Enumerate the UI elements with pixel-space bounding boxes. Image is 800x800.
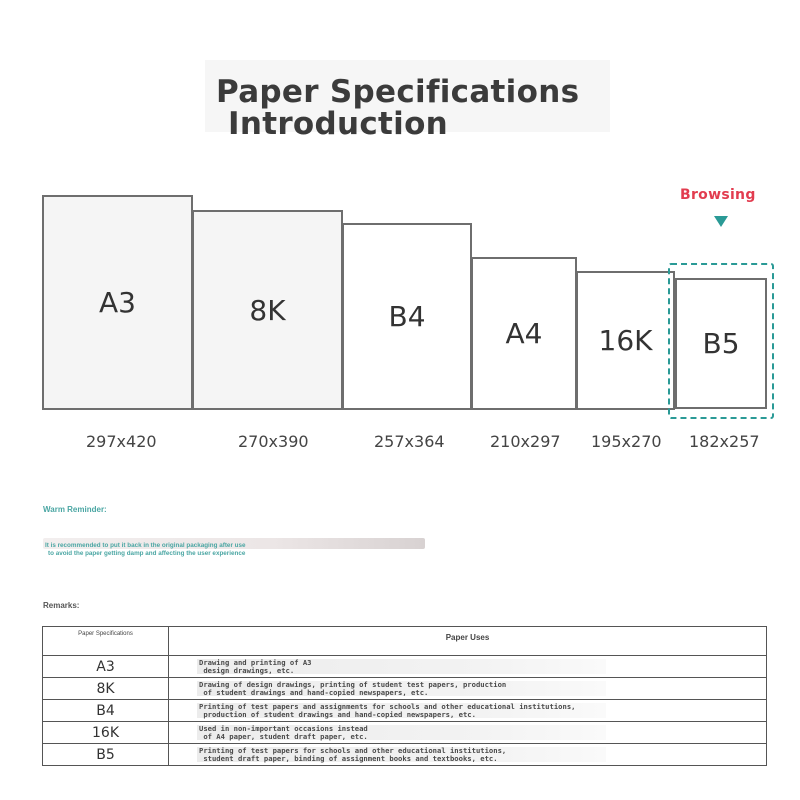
arrow-down-icon <box>714 216 728 227</box>
row-use-text: Drawing and printing of A3 design drawings, etc. <box>199 657 312 675</box>
sheet-label-b5: B5 <box>702 327 740 360</box>
selected-highlight-box <box>668 263 774 419</box>
header-paper-uses: Paper Uses <box>169 627 767 656</box>
reminder-title: Warm Reminder: <box>43 505 107 514</box>
dims-16k: 195x270 <box>591 432 662 451</box>
remarks-table <box>42 626 767 766</box>
sheet-16k <box>576 271 675 410</box>
sheet-label-8k: 8K <box>249 293 286 327</box>
remarks-title: Remarks: <box>43 601 80 610</box>
table-row <box>43 700 767 722</box>
table-row <box>43 656 767 678</box>
sheet-b4 <box>342 223 472 410</box>
page-title-line1: Paper Specifications <box>216 74 580 110</box>
dims-a4: 210x297 <box>490 432 561 451</box>
sheet-label-a4: A4 <box>505 317 543 350</box>
sheet-label-16k: 16K <box>598 324 653 357</box>
dims-b5: 182x257 <box>689 432 760 451</box>
header-paper-spec: Paper Specifications <box>43 627 169 656</box>
dims-b4: 257x364 <box>374 432 445 451</box>
row-use <box>169 722 767 744</box>
row-use <box>169 700 767 722</box>
dims-a3: 297x420 <box>86 432 157 451</box>
page-title-line2: Introduction <box>228 106 449 142</box>
table-row <box>43 722 767 744</box>
sheet-label-b4: B4 <box>388 300 426 333</box>
row-use-text: Drawing of design drawings, printing of student test papers, production of student drawings and hand-copied newspapers, etc. <box>199 679 507 697</box>
row-size: B4 <box>43 700 169 722</box>
browsing-label: Browsing <box>680 187 756 203</box>
sheet-8k <box>192 210 343 410</box>
sheet-label-a3: A3 <box>99 286 136 319</box>
table-row <box>43 744 767 766</box>
row-use-text: Used in non-important occasions instead of A4 paper, student draft paper, etc. <box>199 723 368 741</box>
row-size: 16K <box>43 722 169 744</box>
sheet-a3 <box>42 195 193 410</box>
row-size: B5 <box>43 744 169 766</box>
table-header-row <box>43 627 767 656</box>
row-size: A3 <box>43 656 169 678</box>
row-size: 8K <box>43 678 169 700</box>
row-use <box>169 656 767 678</box>
reminder-line2: to avoid the paper getting damp and affecting the user experience <box>48 550 246 557</box>
table-row <box>43 678 767 700</box>
dims-8k: 270x390 <box>238 432 309 451</box>
row-use <box>169 678 767 700</box>
sheet-a4 <box>471 257 577 410</box>
row-use-text: Printing of test papers for schools and other educational institutions, student draft paper, binding of assignment books and textbooks, etc. <box>199 745 507 763</box>
row-use <box>169 744 767 766</box>
reminder-line1: It is recommended to put it back in the original packaging after use <box>45 542 246 549</box>
row-use-text: Printing of test papers and assignments for schools and other educational institutions, production of student drawings and hand-copied newspapers, etc. <box>199 701 576 719</box>
